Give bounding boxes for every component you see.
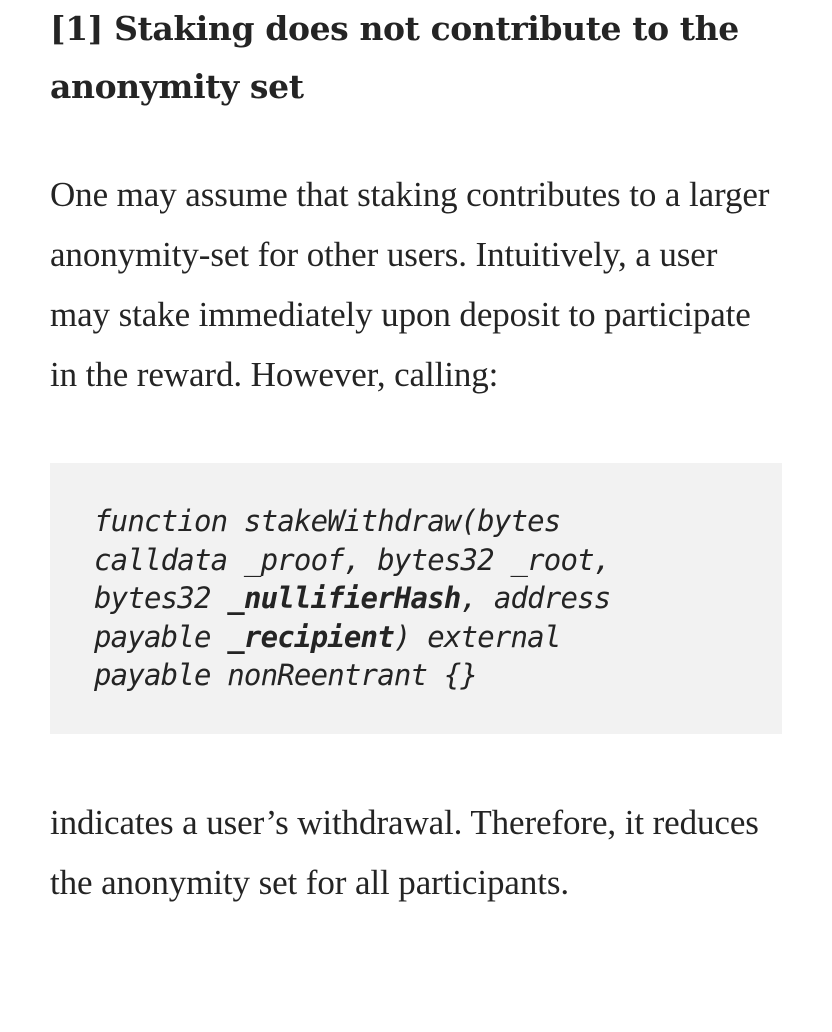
code-line-3-pre: bytes32: [94, 581, 228, 615]
code-line-4: [94, 620, 561, 654]
code-line-3-post: , address: [460, 581, 611, 615]
code-line-4-post: ) external: [393, 619, 561, 654]
code-line-3: [94, 581, 610, 615]
code-line-1: function stakeWithdraw(bytes: [94, 504, 561, 538]
code-param-recipient: _recipient: [227, 619, 394, 654]
paragraph-intro: One may assume that staking contributes to a larger anonymity-set for other users. Intuitively, a user may stake immediately upon deposit to participate in the reward. However, calling:: [50, 175, 770, 394]
code-block: [50, 463, 782, 734]
section-heading: [1] Staking does not contribute to the anonymity set: [50, 9, 739, 106]
code-line-2: calldata _proof, bytes32 _root,: [94, 542, 611, 577]
paragraph-conclusion: indicates a user’s withdrawal. Therefore, it reduces the anonymity set for all participants.: [50, 803, 759, 902]
code-param-nullifier-hash: _nullifierHash: [227, 581, 461, 615]
code-line-4-pre: payable: [94, 619, 228, 654]
code-snippet: [94, 502, 782, 695]
article-body: [50, 0, 782, 913]
code-line-5: payable nonReentrant {}: [94, 658, 478, 692]
